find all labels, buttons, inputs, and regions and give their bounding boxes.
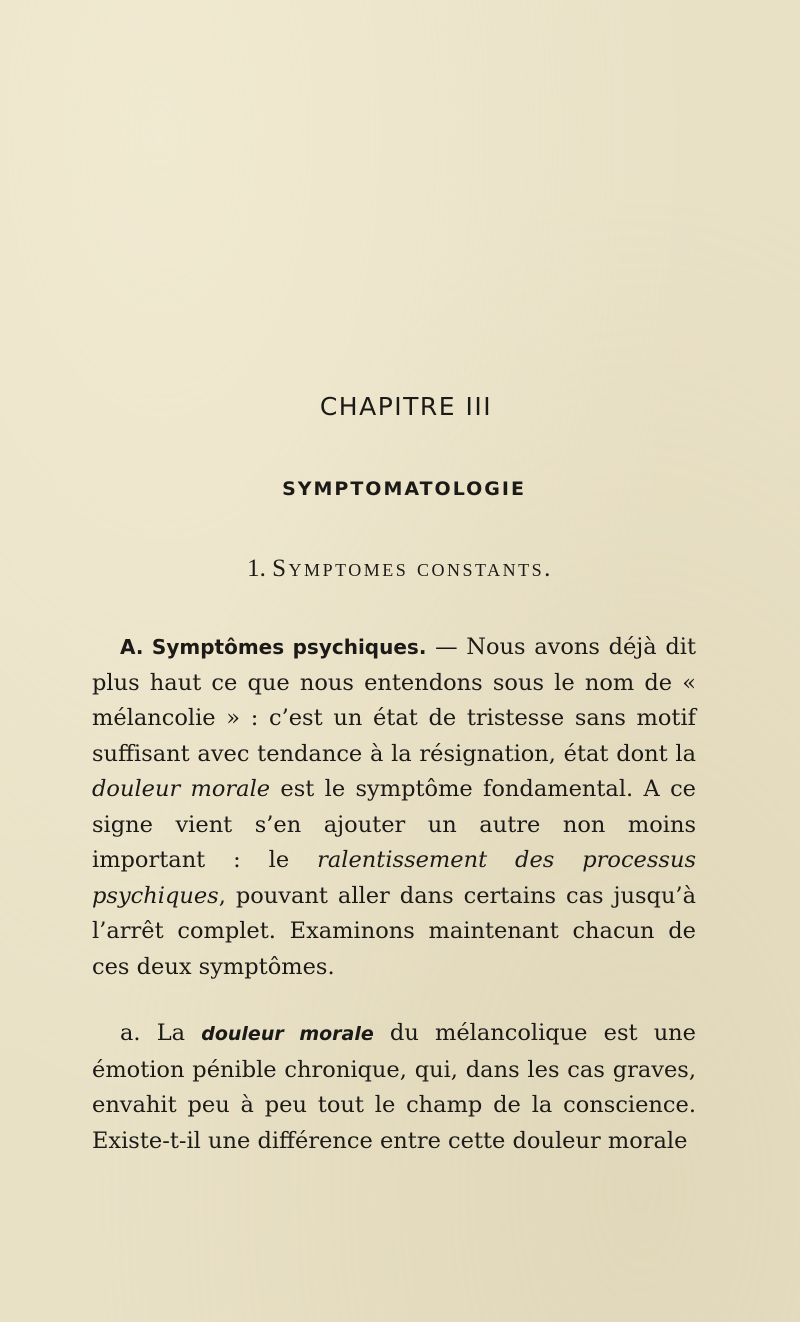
section-title: SYMPTOMATOLOGIE xyxy=(282,478,526,500)
paragraph-prefix: a. La xyxy=(120,1020,202,1046)
subheading xyxy=(0,555,800,583)
paragraph-text: , pouvant aller dans certains cas jusqu’à l’arrêt complet. Examinons maintenant chacun de ces deux symptômes. xyxy=(92,882,696,980)
paragraph-label: A. Symptômes psychiques. xyxy=(120,635,427,659)
emphasis-douleur-morale-heading: douleur morale xyxy=(201,1023,374,1045)
paragraph-symptomes-psychiques xyxy=(92,630,696,985)
chapter-heading: CHAPITRE III xyxy=(319,392,493,421)
paragraph-douleur-morale xyxy=(92,1016,696,1159)
paragraph-text: — Nous avons déjà dit plus haut ce que nous entendons sous le nom de « mélancolie » : c’est un état de tristesse sans motif suffisant avec tendance à la résignation, état dont la xyxy=(92,634,696,767)
paragraph-text: est le symptôme fondamental. A ce signe vient s’en ajouter un autre non moins important : le xyxy=(92,776,696,873)
emphasis-ralentissement: ralentissement des processus psychiques xyxy=(92,847,696,909)
paragraph-text: du mélancolique est une émotion pénible chronique, qui, dans les cas graves, envahit peu à peu tout le champ de la conscience. Existe-t-il une différence entre cette douleur morale xyxy=(92,1020,696,1154)
emphasis-douleur-morale: douleur morale xyxy=(92,776,271,802)
subheading-number: 1. xyxy=(247,555,266,582)
subheading-text: Symptomes constants. xyxy=(272,555,553,582)
